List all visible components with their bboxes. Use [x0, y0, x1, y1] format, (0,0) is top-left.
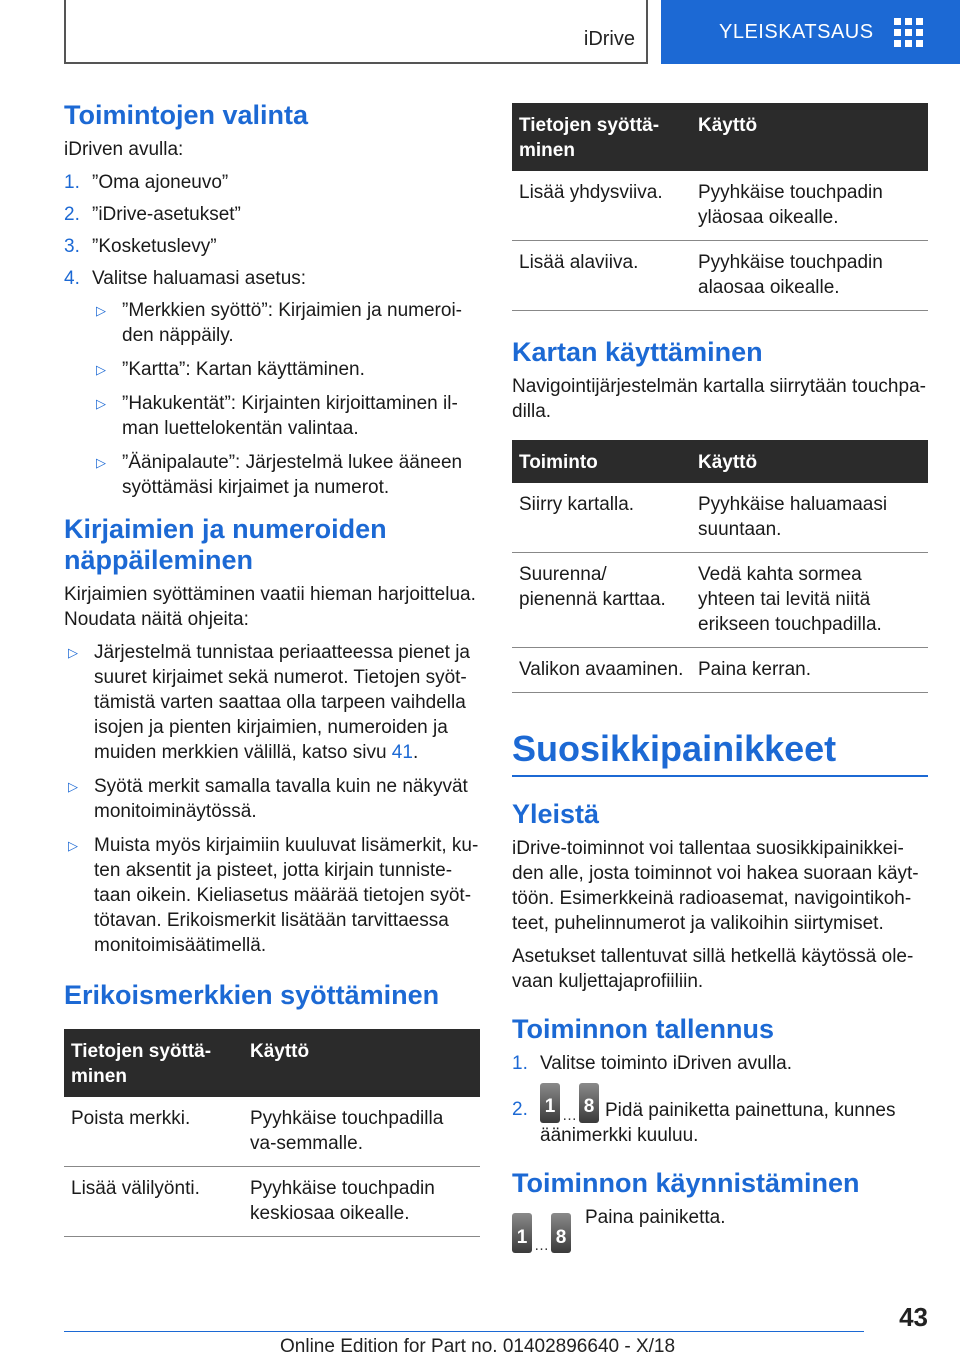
table-cell: Pyyhkäise haluamaasi suuntaan. [691, 483, 928, 553]
paragraph: iDrive-toiminnot voi tallentaa suosikkipainikkei‐den alle, josta toiminnot voi hakea suoraan käyt‐töön. Esimerkkeinä radioasemat, navigointikoh‐teet, puhelinnumerot ja valikoihin siirtymiset. [512, 838, 919, 934]
step-item [512, 1051, 928, 1076]
bullet-text: Syötä merkit samalla tavalla kuin ne näkyvät monitoiminäytössä. [94, 776, 468, 822]
step-text: ”Kosketuslevy” [92, 236, 217, 257]
table-cell: Pyyhkäise touchpadin keskiosaa oikealle. [243, 1167, 480, 1237]
special-characters-table [64, 1029, 480, 1237]
bullet-item [64, 833, 480, 958]
table-row [512, 171, 928, 241]
section-heading-character-entry: Kirjaimien ja numeroiden näppäileminen [64, 514, 387, 575]
table-row [512, 553, 928, 648]
table-cell: Pyyhkäise touchpadilla va‐semmalle. [243, 1097, 480, 1167]
triangle-bullet-icon: ▷ [96, 303, 106, 318]
table-cell: Pyyhkäise touchpadin yläosaa oikealle. [691, 171, 928, 241]
triangle-bullet-icon: ▷ [68, 645, 78, 660]
table-cell: Lisää yhdysviiva. [512, 171, 691, 241]
table-row [512, 648, 928, 693]
step-item [64, 266, 480, 500]
bullet-item [92, 391, 480, 441]
intro-text: iDriven avulla: [64, 139, 184, 160]
bullet-text: ”Hakukentät”: Kirjainten kirjoittaminen il‐man luettelokentän valintaa. [122, 393, 458, 439]
table-row [512, 241, 928, 311]
section-heading-save-function: Toiminnon tallennus [512, 1014, 774, 1044]
favorite-key-icon: 8 [551, 1213, 571, 1253]
bullet-list [64, 640, 480, 958]
column-header: Tietojen syöttä‐minen [64, 1029, 243, 1097]
bullet-text: ”Äänipalaute”: Järjestelmä lukee ääneen syöttämäsi kirjaimet ja numerot. [122, 452, 463, 498]
table-cell: Vedä kahta sormea yhteen tai levitä niitä erikseen touchpadilla. [691, 553, 928, 648]
grid-icon [894, 18, 923, 47]
bullet-text-end: . [412, 742, 419, 763]
favorite-key-icon: 1 [540, 1083, 560, 1123]
step-number: 3. [64, 236, 80, 257]
bullet-text: Muista myös kirjaimiin kuuluvat lisämerkit, ku‐ten aksentit ja pisteet, jotta kirjain tunniste‐taan oikein. Kieliasetus määrää tietojen syöt‐tötavan. Erikoismerkit lisätään tarvittaessa monitoimisäätimellä. [94, 835, 479, 956]
step-list [512, 1051, 928, 1148]
table-cell: Poista merkki. [64, 1097, 243, 1167]
table-row [512, 483, 928, 553]
page-number: 43 [899, 1302, 928, 1332]
section-heading-function-select: Toimintojen valinta [64, 100, 309, 130]
bullet-text: ”Kartta”: Kartan käyttäminen. [122, 359, 365, 380]
table-cell: Lisää alaviiva. [512, 241, 691, 311]
table-row [64, 1097, 480, 1167]
paragraph: Asetukset tallentuvat sillä hetkellä käytössä ole‐vaan kuljettajaprofiiliin. [512, 946, 914, 992]
favorite-key-icon: 1 [512, 1213, 532, 1253]
table-cell: Paina kerran. [691, 648, 928, 693]
step-item [64, 170, 480, 195]
section-title: iDrive [583, 28, 635, 50]
bullet-text: Järjestelmä tunnistaa periaatteessa pienet ja suuret kirjaimet sekä numerot. Tietojen syöt‐tämistä varten saattaa olla tarpeen vaihdella isojen ja pienten kirjaimien, numeroiden ja muiden merkkien välillä, katso sivu [94, 642, 471, 763]
intro-text: Kirjaimien syöttäminen vaatii hieman harjoittelua. Noudata näitä ohjeita: [64, 584, 476, 630]
section-heading-start-function: Toiminnon käynnistäminen [512, 1168, 860, 1198]
intro-text: Navigointijärjestelmän kartalla siirrytään touchpa‐dilla. [512, 376, 926, 422]
favorite-buttons-icon [540, 1083, 599, 1123]
map-usage-table [512, 440, 928, 693]
column-header: Käyttö [691, 103, 928, 171]
special-characters-table-continued [512, 103, 928, 311]
page-link[interactable]: 41 [391, 742, 413, 763]
bullet-item [92, 298, 480, 348]
favorite-key-icon: 8 [579, 1083, 599, 1123]
step-item [64, 234, 480, 259]
table-row [64, 1167, 480, 1237]
chapter-heading-block [512, 727, 928, 777]
sub-bullet-list [64, 298, 480, 500]
triangle-bullet-icon: ▷ [68, 838, 78, 853]
column-header: Toiminto [512, 440, 691, 483]
section-heading-map-usage: Kartan käyttäminen [512, 337, 763, 367]
table-header-row [512, 440, 928, 483]
step-number: 1. [512, 1053, 528, 1074]
column-header: Käyttö [691, 440, 928, 483]
section-heading-special-characters: Erikoismerkkien syöttäminen [64, 980, 440, 1010]
table-header-row [64, 1029, 480, 1097]
chapter-title: YLEISKATSAUS [719, 20, 874, 43]
triangle-bullet-icon: ▷ [96, 396, 106, 411]
step-number: 2. [64, 204, 80, 225]
table-cell: Valikon avaaminen. [512, 648, 691, 693]
step-number: 1. [64, 172, 80, 193]
step-text: ”iDrive-asetukset” [92, 204, 241, 225]
table-cell: Siirry kartalla. [512, 483, 691, 553]
step-text: Pidä painiketta painettuna, kunnes äänimerkki kuuluu. [540, 1100, 896, 1146]
bullet-item [92, 357, 480, 382]
triangle-bullet-icon: ▷ [96, 455, 106, 470]
step-text: Valitse toiminto iDriven avulla. [540, 1053, 793, 1074]
step-number: 2. [512, 1099, 528, 1120]
step-text: Valitse haluamasi asetus: [92, 268, 307, 289]
step-text: ”Oma ajoneuvo” [92, 172, 229, 193]
table-cell: Suurenna/ pienennä karttaa. [512, 553, 691, 648]
bullet-text: ”Merkkien syöttö”: Kirjaimien ja numeroi‐den näppäily. [122, 300, 462, 346]
bullet-item [64, 774, 480, 824]
column-header: Käyttö [243, 1029, 480, 1097]
table-cell: Pyyhkäise touchpadin alaosaa oikealle. [691, 241, 928, 311]
step-item [512, 1083, 928, 1148]
ellipsis: … [534, 1237, 549, 1254]
bullet-item [64, 640, 480, 765]
table-cell: Lisää välilyönti. [64, 1167, 243, 1237]
column-header: Tietojen syöttä‐minen [512, 103, 691, 171]
right-column [512, 103, 928, 1253]
favorite-buttons-icon [512, 1213, 571, 1253]
header-frame [64, 0, 648, 64]
paragraph: Paina painiketta. [585, 1207, 726, 1228]
triangle-bullet-icon: ▷ [96, 362, 106, 377]
ellipsis: … [562, 1107, 577, 1124]
section-heading-general: Yleistä [512, 799, 600, 829]
step-item [64, 202, 480, 227]
bullet-item [92, 450, 480, 500]
triangle-bullet-icon: ▷ [68, 779, 78, 794]
start-function-row [512, 1205, 928, 1253]
footer-edition: Online Edition for Part no. 01402896640 - X/18 [280, 1336, 676, 1357]
step-number: 4. [64, 268, 80, 289]
chapter-tab[interactable] [661, 0, 960, 64]
footer-divider [64, 1331, 864, 1332]
step-list [64, 170, 480, 500]
chapter-heading-favorites: Suosikkipainikkeet [512, 728, 837, 769]
table-header-row [512, 103, 928, 171]
left-column [64, 100, 480, 1247]
